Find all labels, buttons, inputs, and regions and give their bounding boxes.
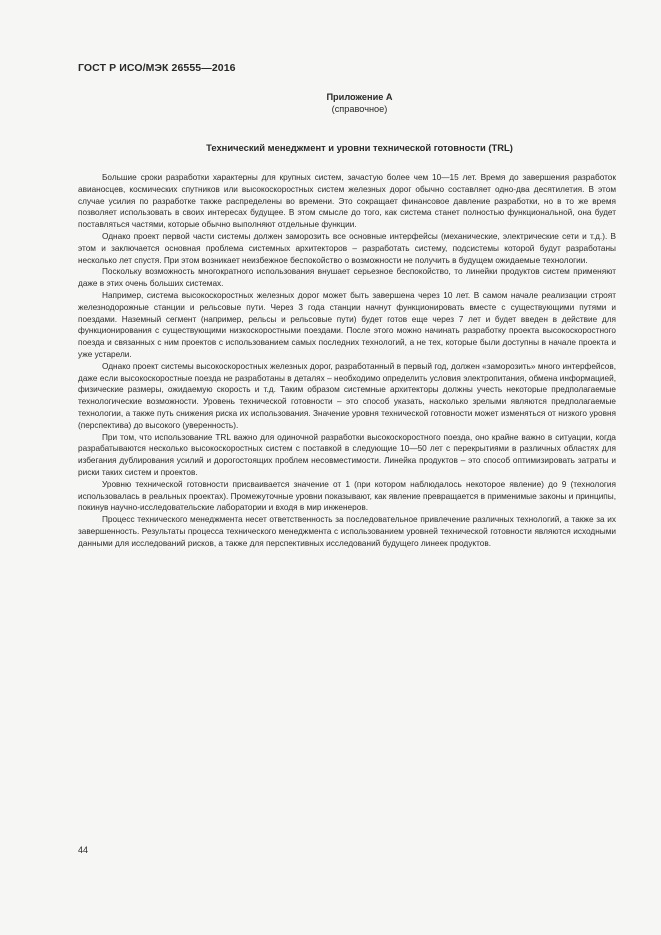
annex-heading <box>0 92 661 115</box>
paragraph: Поскольку возможность многократного использования внушает серьезное беспокойство, то линейки продуктов систем применяют даже в этих очень больших системах. <box>78 267 616 289</box>
paragraph: Однако проект системы высокоскоростных железных дорог, разработанный в первый год, должен «заморозить» много интерфейсов, даже если высокоскоростные поезда не разработаны в деталях – необходимо определить условия электропитания, обмена информацией, физические размеры, ожидаемую скорость и т.д. Таким образом системные архитекторы должны учесть некоторые предполагаемые технологические возможности. Уровень технической готовности – это способ указать, насколько зрелыми являются предполагаемые технологии, а также путь снижения риска их использования. Значение уровня технической готовности может изменяться от низкого уровня (перспектива) до высокого (уверенность). <box>78 361 616 430</box>
page-number: 44 <box>78 845 89 855</box>
paragraph: Большие сроки разработки характерны для крупных систем, зачастую более чем 10—15 лет. Время до завершения разработок авианосцев, космических спутников или высокоскоростных систем железных дорог обычно составляет одно-два десятилетия. В этом случае усилия по разработке также распределены во времени. Это сокращает финансовое давление разработки, но в то же время позволяет использовать в своих интересах будущее. В этом смысле до того, как система станет полностью функциональной, она будет поставляться частями, которые обычно выполняют отдельные функции. <box>78 173 616 230</box>
paragraph: Уровню технической готовности присваивается значение от 1 (при котором наблюдалось некоторое явление) до 9 (технология использовалась в реальных проектах). Промежуточные уровни показывают, как явление превращается в применимые законы и принципы, покинув научно-исследовательские лаборатории и входя в мир инженеров. <box>78 479 616 513</box>
standard-header: ГОСТ Р ИСО/МЭК 26555—2016 <box>78 62 236 74</box>
paragraph: Процесс технического менеджмента несет ответственность за последовательное привлечение различных технологий, а также за их завершенность. Результаты процесса технического менеджмента с использованием уровней технической готовности являются исходными данными для исследований рисков, а также для перспективных исследований будущего линеек продуктов. <box>78 515 616 548</box>
body-text <box>78 172 616 550</box>
annex-title: Приложение А <box>326 92 393 102</box>
paragraph: Например, система высокоскоростных железных дорог может быть завершена через 10 лет. В самом начале реализации строят железнодорожные станции и рельсовые пути. Через 3 года станции начнут функционировать вместе с существующими путями и поездами. Наземный сегмент (например, рельсы и рельсовые пути) будет готов еще через 7 лет и будет введен в действие для функционирования с существующими низкоскоростными поездами. После этого можно начинать разработку проекта высокоскоростного поезда и связанных с ним проектов с использованием самых последних технологий, а не тех, которые были доступны в начале проекта и уже устарели. <box>78 290 616 359</box>
paragraph: Однако проект первой части системы должен заморозить все основные интерфейсы (механические, электрические сети и т.д.). В этом и заключается основная проблема системных архитекторов – разработать систему, подсистемы которой будут разработаны несколько лет спустя. При этом возникает неизбежное беспокойство о возможности не получить в будущем ожидаемые технологии. <box>78 231 616 265</box>
annex-subtitle: (справочное) <box>331 103 388 114</box>
paragraph: При том, что использование TRL важно для одиночной разработки высокоскоростного поезда, оно крайне важно в ситуации, когда разрабатываются несколько высокоскоростных систем с поставкой в следующие 10—50 лет с перекрытиями в различных областях для избегания дублирования усилий и дорогостоящих проблем несовместимости. Линейка продуктов – это способ оптимизировать затраты и риски таких систем и проектов. <box>78 432 616 477</box>
section-title: Технический менеджмент и уровни технической готовности (TRL) <box>206 142 513 153</box>
